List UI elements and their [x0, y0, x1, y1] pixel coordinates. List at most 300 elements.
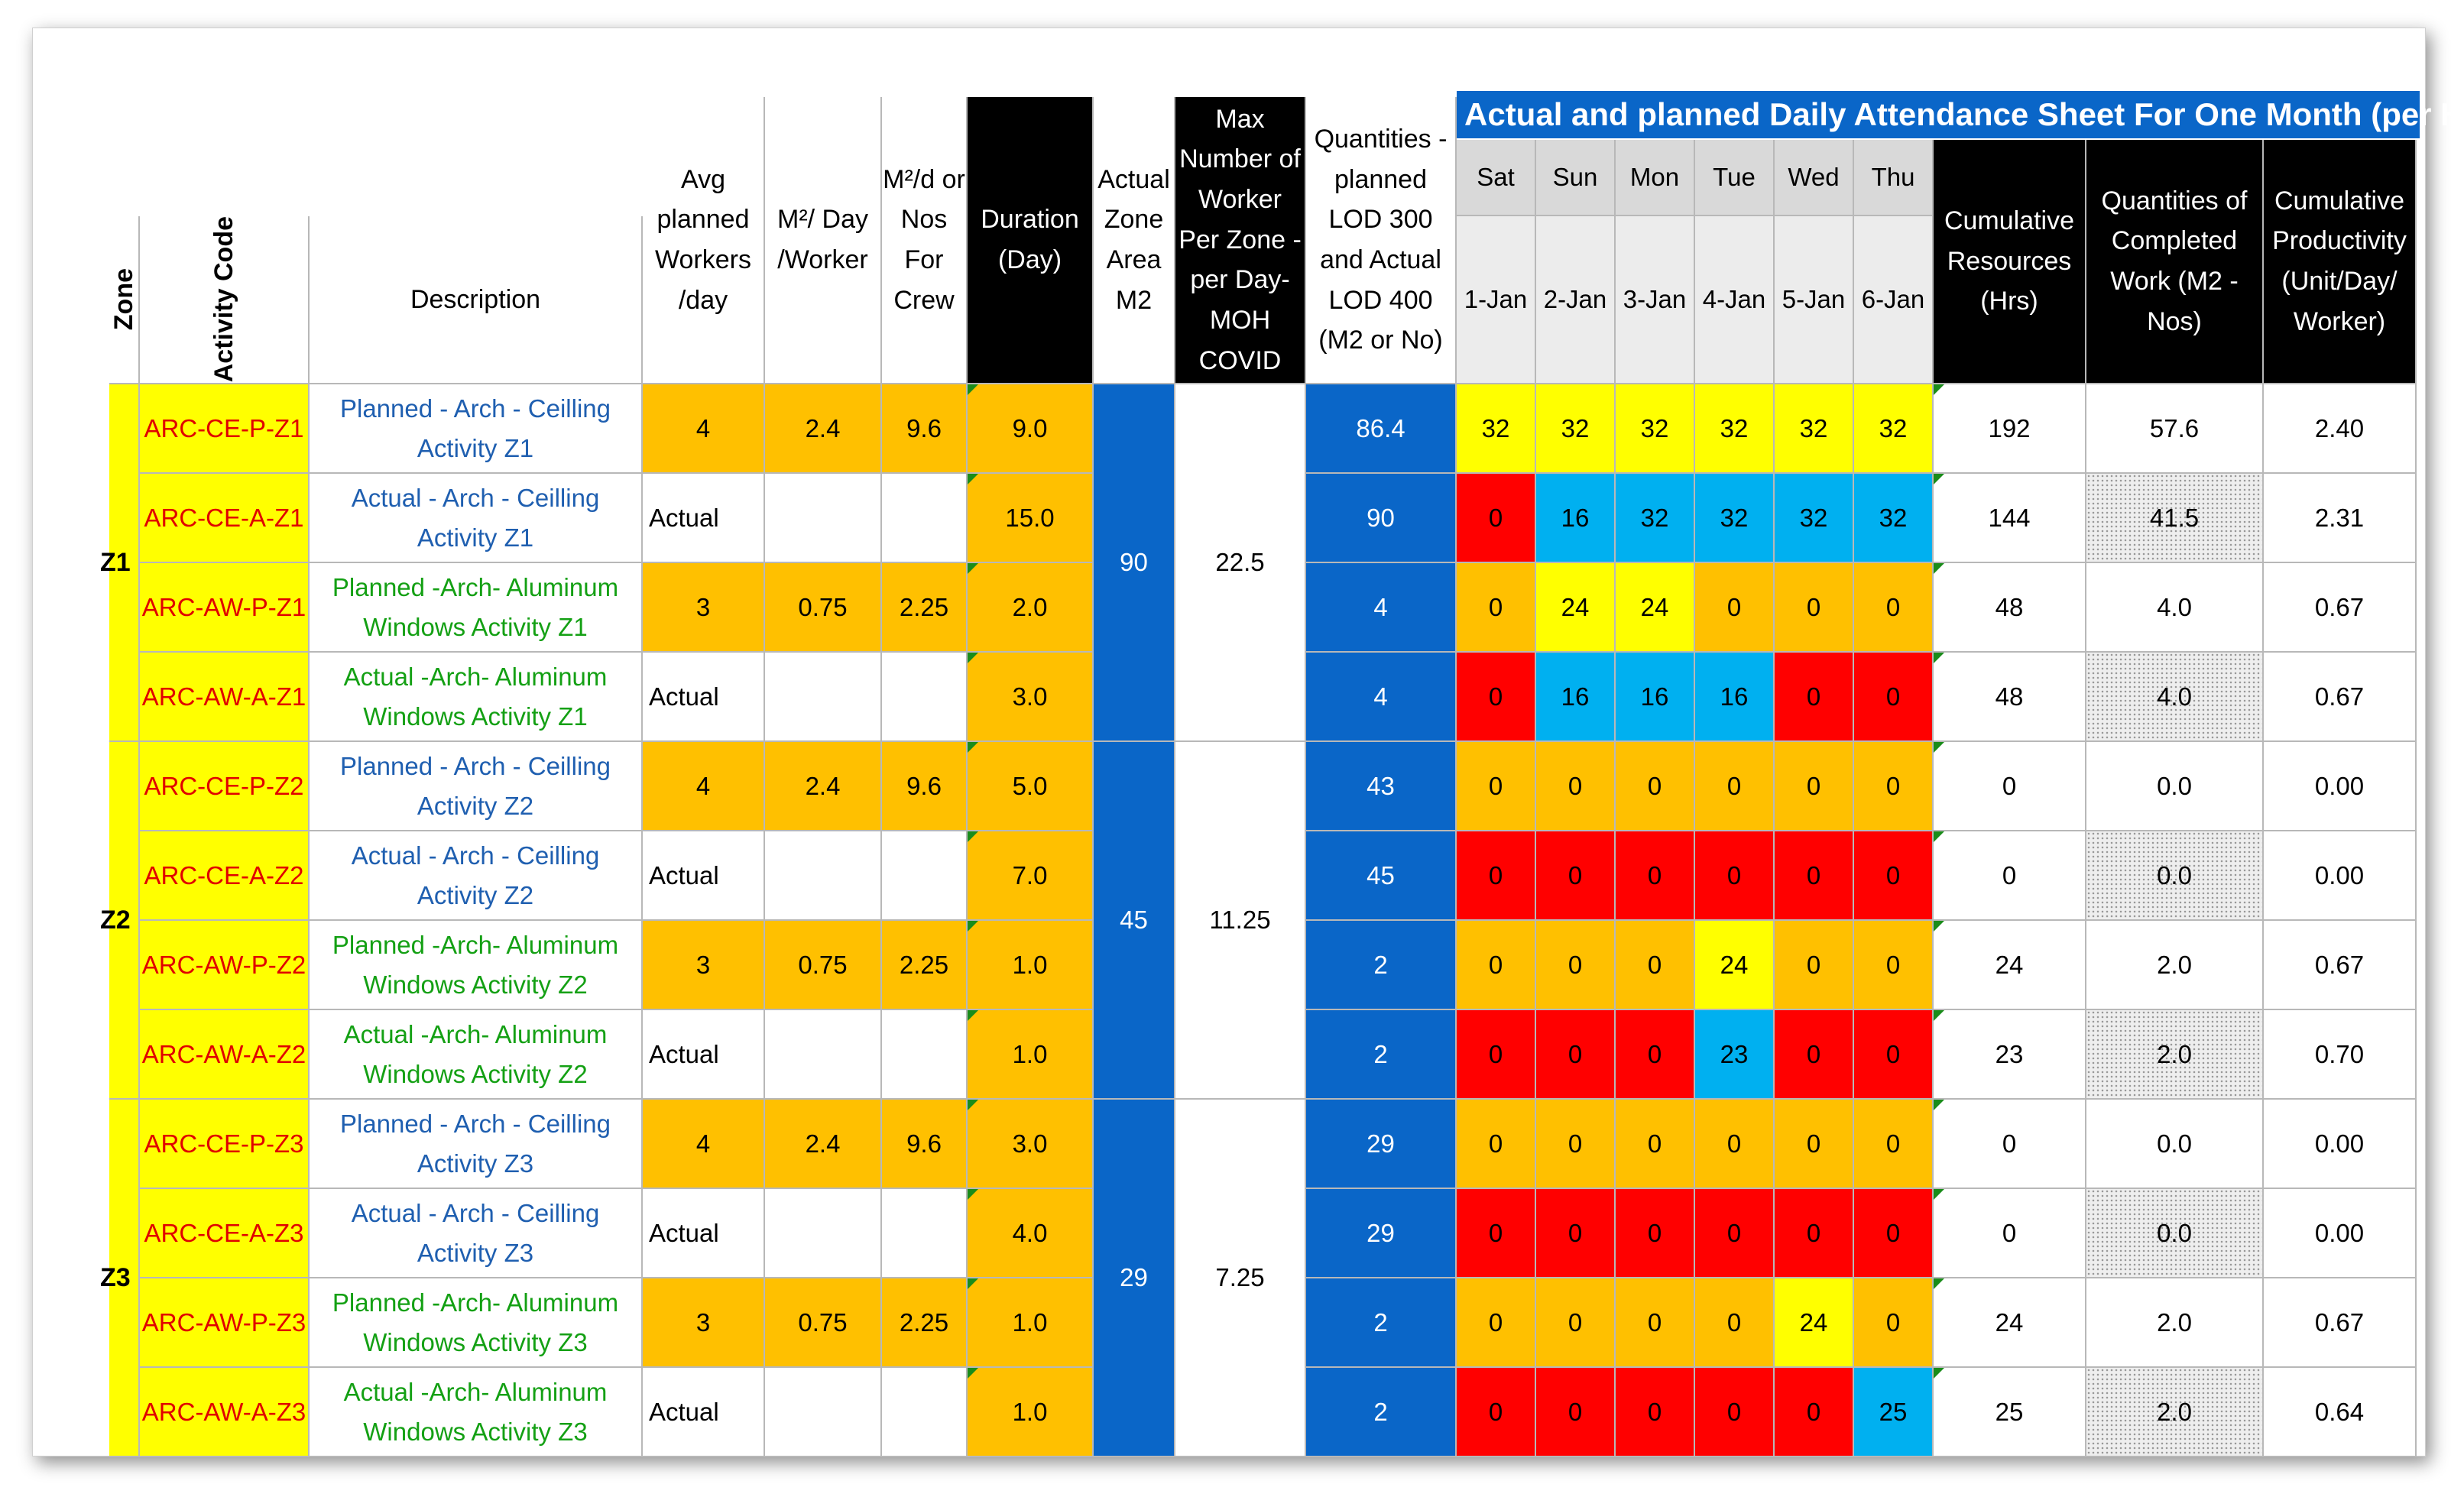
attendance-cell[interactable]	[1775, 563, 1854, 653]
quantity[interactable]	[1306, 831, 1457, 921]
attendance-cell-text: 0	[1806, 771, 1821, 800]
attendance-cell[interactable]	[1854, 563, 1934, 653]
quantities-completed[interactable]	[2086, 1100, 2264, 1189]
cumulative-resources[interactable]	[1934, 563, 2086, 653]
attendance-cell-text: 32	[1879, 503, 1908, 532]
attendance-cell[interactable]	[1616, 1010, 1695, 1100]
quantities-completed[interactable]	[2086, 831, 2264, 921]
attendance-cell[interactable]	[1854, 742, 1934, 831]
activity-description[interactable]	[310, 384, 643, 474]
activity-code[interactable]	[140, 384, 310, 474]
attendance-cell[interactable]	[1775, 742, 1854, 831]
cumulative-productivity[interactable]	[2264, 1100, 2417, 1189]
zone-max-workers	[1175, 384, 1306, 742]
comment-marker-icon	[1934, 384, 1944, 395]
attendance-cell[interactable]	[1695, 742, 1775, 831]
attendance-cell-text: 0	[1806, 592, 1821, 621]
quantities-completed-text: 41.5	[2149, 503, 2200, 532]
header-m2-crew	[882, 97, 968, 384]
attendance-cell[interactable]	[1775, 1010, 1854, 1100]
m2-day-worker[interactable]	[765, 1100, 882, 1189]
avg-workers-text: 4	[695, 1129, 711, 1158]
cumulative-resources[interactable]	[1934, 1100, 2086, 1189]
duration-text: 9.0	[1012, 413, 1048, 442]
cumulative-productivity[interactable]	[2264, 653, 2417, 742]
attendance-cell[interactable]	[1457, 1100, 1536, 1189]
quantities-completed[interactable]	[2086, 1189, 2264, 1278]
comment-marker-icon	[968, 653, 978, 663]
date-header-4-text: 5-Jan	[1782, 285, 1846, 314]
attendance-cell[interactable]	[1695, 384, 1775, 474]
comment-marker-icon	[968, 1100, 978, 1110]
m2-crew[interactable]	[882, 1368, 968, 1457]
cumulative-resources[interactable]	[1934, 1278, 2086, 1368]
avg-workers[interactable]	[643, 831, 765, 921]
attendance-cell[interactable]	[1695, 474, 1775, 563]
activity-description[interactable]	[310, 1010, 643, 1100]
avg-workers-text: Actual	[649, 682, 719, 711]
cumulative-productivity[interactable]	[2264, 474, 2417, 563]
duration[interactable]	[968, 474, 1094, 563]
quantities-completed[interactable]	[2086, 1010, 2264, 1100]
attendance-cell[interactable]	[1854, 1100, 1934, 1189]
avg-workers[interactable]	[643, 563, 765, 653]
header-zone-area	[1094, 97, 1175, 384]
header-zone-area-text: Actual Zone Area M2	[1097, 164, 1170, 315]
attendance-cell[interactable]	[1854, 653, 1934, 742]
avg-workers[interactable]	[643, 742, 765, 831]
m2-day-worker[interactable]	[765, 1368, 882, 1457]
comment-marker-icon	[1934, 474, 1944, 484]
duration[interactable]	[968, 563, 1094, 653]
attendance-cell-text: 25	[1879, 1397, 1908, 1426]
quantity[interactable]	[1306, 384, 1457, 474]
day-header-thu	[1854, 140, 1934, 216]
cumulative-productivity-text: 2.40	[2314, 413, 2365, 442]
activity-code-text: ARC-AW-P-Z2	[141, 950, 306, 979]
comment-marker-icon	[1934, 1368, 1944, 1379]
cumulative-resources[interactable]	[1934, 1368, 2086, 1457]
attendance-cell[interactable]	[1775, 653, 1854, 742]
cumulative-productivity[interactable]	[2264, 1278, 2417, 1368]
attendance-cell-text: 0	[1647, 860, 1662, 889]
attendance-cell[interactable]	[1854, 1189, 1934, 1278]
cumulative-productivity[interactable]	[2264, 921, 2417, 1010]
activity-code[interactable]	[140, 653, 310, 742]
m2-day-worker[interactable]	[765, 921, 882, 1010]
attendance-cell[interactable]	[1616, 563, 1695, 653]
duration-text: 3.0	[1012, 1129, 1048, 1158]
quantities-completed[interactable]	[2086, 1278, 2264, 1368]
attendance-cell[interactable]	[1695, 563, 1775, 653]
attendance-cell[interactable]	[1854, 1010, 1934, 1100]
activity-code-text: ARC-AW-P-Z3	[141, 1307, 306, 1337]
quantity[interactable]	[1306, 474, 1457, 563]
attendance-cell[interactable]	[1775, 384, 1854, 474]
attendance-cell[interactable]	[1695, 831, 1775, 921]
duration-text: 2.0	[1012, 592, 1048, 621]
zone-area-text: 45	[1120, 906, 1148, 935]
attendance-cell[interactable]	[1616, 831, 1695, 921]
attendance-cell[interactable]	[1775, 1278, 1854, 1368]
duration[interactable]	[968, 1100, 1094, 1189]
attendance-cell[interactable]	[1536, 742, 1616, 831]
quantities-completed[interactable]	[2086, 563, 2264, 653]
duration[interactable]	[968, 742, 1094, 831]
activity-code[interactable]	[140, 742, 310, 831]
attendance-cell-text: 0	[1726, 771, 1742, 800]
quantity-text: 2	[1373, 1307, 1388, 1337]
attendance-cell-text: 0	[1488, 1218, 1503, 1247]
activity-code[interactable]	[140, 1368, 310, 1457]
m2-day-worker[interactable]	[765, 474, 882, 563]
cumulative-productivity[interactable]	[2264, 1010, 2417, 1100]
attendance-cell-text: 32	[1640, 503, 1669, 532]
m2-crew[interactable]	[882, 1010, 968, 1100]
duration[interactable]	[968, 1278, 1094, 1368]
quantities-completed-text: 2.0	[2157, 1307, 2192, 1337]
activity-description-text: Actual -Arch- Aluminum Windows Activity Z1	[343, 663, 608, 731]
comment-marker-icon	[1934, 653, 1944, 663]
m2-crew[interactable]	[882, 474, 968, 563]
m2-crew[interactable]	[882, 831, 968, 921]
quantity[interactable]	[1306, 563, 1457, 653]
attendance-cell[interactable]	[1536, 1278, 1616, 1368]
quantity[interactable]	[1306, 1278, 1457, 1368]
attendance-cell[interactable]	[1457, 653, 1536, 742]
attendance-cell-text: 0	[1568, 1039, 1583, 1068]
quantity[interactable]	[1306, 742, 1457, 831]
attendance-cell-text: 24	[1561, 592, 1590, 621]
attendance-cell[interactable]	[1616, 474, 1695, 563]
attendance-cell[interactable]	[1854, 384, 1934, 474]
quantities-completed-text: 0.0	[2157, 771, 2192, 800]
cumulative-resources[interactable]	[1934, 742, 2086, 831]
cumulative-resources[interactable]	[1934, 921, 2086, 1010]
attendance-cell[interactable]	[1616, 653, 1695, 742]
header-duration-text: Duration (Day)	[981, 205, 1079, 274]
header-description	[310, 216, 643, 384]
m2-crew[interactable]	[882, 742, 968, 831]
attendance-cell[interactable]	[1536, 384, 1616, 474]
attendance-cell[interactable]	[1616, 1189, 1695, 1278]
comment-marker-icon	[968, 742, 978, 753]
activity-code[interactable]	[140, 921, 310, 1010]
attendance-cell[interactable]	[1457, 921, 1536, 1010]
attendance-cell[interactable]	[1695, 653, 1775, 742]
attendance-cell-text: 0	[1568, 860, 1583, 889]
attendance-cell[interactable]	[1616, 384, 1695, 474]
m2-crew[interactable]	[882, 1189, 968, 1278]
cumulative-resources-text: 0	[2002, 1129, 2017, 1158]
attendance-cell[interactable]	[1457, 831, 1536, 921]
quantities-completed[interactable]	[2086, 384, 2264, 474]
zone-area-text: 29	[1120, 1263, 1148, 1292]
attendance-cell[interactable]	[1854, 831, 1934, 921]
attendance-cell[interactable]	[1854, 921, 1934, 1010]
activity-description-text: Actual - Arch - Ceilling Activity Z1	[351, 484, 600, 552]
m2-crew[interactable]	[882, 1278, 968, 1368]
cumulative-productivity-text: 0.64	[2314, 1397, 2365, 1426]
attendance-cell-text: 0	[1726, 592, 1742, 621]
attendance-cell[interactable]	[1536, 1189, 1616, 1278]
quantity[interactable]	[1306, 1100, 1457, 1189]
cumulative-resources[interactable]	[1934, 474, 2086, 563]
avg-workers[interactable]	[643, 1010, 765, 1100]
attendance-cell[interactable]	[1457, 1010, 1536, 1100]
m2-crew[interactable]	[882, 653, 968, 742]
comment-marker-icon	[968, 1189, 978, 1200]
avg-workers[interactable]	[643, 474, 765, 563]
attendance-cell[interactable]	[1775, 1189, 1854, 1278]
header-quantities	[1306, 97, 1457, 384]
quantity[interactable]	[1306, 1010, 1457, 1100]
cumulative-productivity[interactable]	[2264, 831, 2417, 921]
activity-description[interactable]	[310, 653, 643, 742]
attendance-cell[interactable]	[1695, 921, 1775, 1010]
date-header-5	[1854, 216, 1934, 384]
cumulative-resources-text: 0	[2002, 771, 2017, 800]
quantity-text: 29	[1367, 1218, 1395, 1247]
quantities-completed[interactable]	[2086, 1368, 2264, 1457]
attendance-cell[interactable]	[1536, 474, 1616, 563]
activity-description[interactable]	[310, 742, 643, 831]
attendance-cell[interactable]	[1616, 1278, 1695, 1368]
quantities-completed[interactable]	[2086, 653, 2264, 742]
day-header-wed-text: Wed	[1788, 163, 1840, 192]
attendance-cell[interactable]	[1775, 474, 1854, 563]
m2-crew-text: 9.6	[906, 771, 942, 800]
activity-description[interactable]	[310, 1368, 643, 1457]
cumulative-resources-text: 24	[1995, 950, 2024, 979]
avg-workers-text: Actual	[649, 503, 719, 532]
attendance-cell-text: 0	[1806, 950, 1821, 979]
header-max-workers-text: Max Number of Worker Per Zone - per Day- MOH COVID	[1179, 104, 1302, 375]
duration[interactable]	[968, 1368, 1094, 1457]
duration[interactable]	[968, 384, 1094, 474]
attendance-cell[interactable]	[1616, 742, 1695, 831]
quantity-text: 86.4	[1356, 413, 1405, 442]
m2-crew[interactable]	[882, 1100, 968, 1189]
duration[interactable]	[968, 1189, 1094, 1278]
m2-crew-text: 9.6	[906, 413, 942, 442]
duration[interactable]	[968, 831, 1094, 921]
attendance-cell-text: 24	[1720, 950, 1749, 979]
attendance-cell[interactable]	[1854, 1368, 1934, 1457]
duration[interactable]	[968, 921, 1094, 1010]
attendance-cell[interactable]	[1536, 1010, 1616, 1100]
attendance-cell-text: 0	[1568, 950, 1583, 979]
avg-workers[interactable]	[643, 653, 765, 742]
header-description-text: Description	[410, 284, 541, 314]
attendance-cell[interactable]	[1695, 1189, 1775, 1278]
quantities-completed[interactable]	[2086, 921, 2264, 1010]
zone-label-z3-text: Z3	[100, 1262, 131, 1292]
quantities-completed[interactable]	[2086, 474, 2264, 563]
activity-code[interactable]	[140, 563, 310, 653]
attendance-cell-text: 0	[1726, 860, 1742, 889]
attendance-cell[interactable]	[1536, 563, 1616, 653]
cumulative-resources[interactable]	[1934, 831, 2086, 921]
quantities-completed-text: 0.0	[2157, 1129, 2192, 1158]
zone-label-z1-text: Z1	[100, 547, 131, 577]
cumulative-resources-text: 192	[1988, 413, 2031, 442]
m2-day-worker[interactable]	[765, 1278, 882, 1368]
cumulative-resources[interactable]	[1934, 1010, 2086, 1100]
quantity[interactable]	[1306, 1368, 1457, 1457]
activity-code-text: ARC-CE-P-Z3	[144, 1129, 304, 1158]
attendance-cell[interactable]	[1457, 1278, 1536, 1368]
attendance-cell[interactable]	[1457, 742, 1536, 831]
attendance-cell-text: 0	[1885, 860, 1901, 889]
attendance-cell-text: 0	[1647, 1039, 1662, 1068]
m2-day-worker[interactable]	[765, 653, 882, 742]
activity-description[interactable]	[310, 474, 643, 563]
attendance-cell-text: 0	[1488, 1307, 1503, 1337]
cumulative-resources-text: 48	[1995, 682, 2024, 711]
activity-code[interactable]	[140, 1278, 310, 1368]
activity-code-text: ARC-AW-A-Z1	[141, 682, 306, 711]
day-header-thu-text: Thu	[1871, 163, 1915, 192]
attendance-cell[interactable]	[1775, 831, 1854, 921]
activity-description[interactable]	[310, 1189, 643, 1278]
avg-workers[interactable]	[643, 1100, 765, 1189]
activity-description[interactable]	[310, 1278, 643, 1368]
attendance-cell-text: 23	[1720, 1039, 1749, 1068]
duration[interactable]	[968, 1010, 1094, 1100]
cumulative-productivity-text: 0.67	[2314, 592, 2365, 621]
quantities-completed-text: 2.0	[2157, 950, 2192, 979]
activity-code[interactable]	[140, 1010, 310, 1100]
m2-crew[interactable]	[882, 384, 968, 474]
quantity[interactable]	[1306, 1189, 1457, 1278]
attendance-cell[interactable]	[1536, 1368, 1616, 1457]
attendance-cell[interactable]	[1695, 1368, 1775, 1457]
attendance-cell[interactable]	[1775, 1368, 1854, 1457]
attendance-cell[interactable]	[1457, 384, 1536, 474]
avg-workers[interactable]	[643, 921, 765, 1010]
avg-workers[interactable]	[643, 1368, 765, 1457]
header-cumulative-productivity-text: Cumulative Productivity (Unit/Day/ Worker)	[2272, 186, 2407, 336]
activity-description[interactable]	[310, 563, 643, 653]
cumulative-resources[interactable]	[1934, 1189, 2086, 1278]
activity-code[interactable]	[140, 1189, 310, 1278]
cumulative-productivity[interactable]	[2264, 1189, 2417, 1278]
activity-description[interactable]	[310, 921, 643, 1010]
header-activity-code	[140, 216, 310, 384]
m2-crew[interactable]	[882, 563, 968, 653]
m2-crew[interactable]	[882, 921, 968, 1010]
avg-workers-text: 4	[695, 413, 711, 442]
duration[interactable]	[968, 653, 1094, 742]
activity-description[interactable]	[310, 831, 643, 921]
activity-description-text: Planned -Arch- Aluminum Windows Activity Z1	[332, 573, 619, 641]
avg-workers[interactable]	[643, 384, 765, 474]
attendance-cell-text: 0	[1568, 1307, 1583, 1337]
comment-marker-icon	[1934, 1189, 1944, 1200]
cumulative-productivity[interactable]	[2264, 1368, 2417, 1457]
m2-day-worker[interactable]	[765, 831, 882, 921]
header-duration	[968, 97, 1094, 384]
duration-text: 1.0	[1012, 1397, 1048, 1426]
attendance-cell-text: 0	[1885, 1129, 1901, 1158]
attendance-cell[interactable]	[1695, 1278, 1775, 1368]
m2-day-worker-text: 0.75	[798, 1307, 848, 1337]
zone-label-z2	[100, 742, 140, 1100]
m2-day-worker[interactable]	[765, 563, 882, 653]
day-header-sun-text: Sun	[1552, 163, 1598, 192]
quantities-completed-text: 0.0	[2157, 860, 2192, 889]
attendance-cell[interactable]	[1536, 653, 1616, 742]
cumulative-productivity[interactable]	[2264, 563, 2417, 653]
attendance-cell-text: 0	[1647, 771, 1662, 800]
day-header-sat	[1457, 140, 1536, 216]
attendance-cell-text: 0	[1647, 1129, 1662, 1158]
activity-description-text: Planned -Arch- Aluminum Windows Activity Z2	[332, 931, 619, 999]
zone-max-workers	[1175, 742, 1306, 1100]
duration-text: 1.0	[1012, 1039, 1048, 1068]
activity-code[interactable]	[140, 474, 310, 563]
activity-code[interactable]	[140, 1100, 310, 1189]
date-header-2-text: 3-Jan	[1623, 285, 1687, 314]
duration-text: 7.0	[1012, 860, 1048, 889]
attendance-cell-text: 0	[1885, 1307, 1901, 1337]
avg-workers[interactable]	[643, 1278, 765, 1368]
avg-workers-text: Actual	[649, 1218, 719, 1247]
attendance-cell[interactable]	[1695, 1010, 1775, 1100]
cumulative-resources[interactable]	[1934, 653, 2086, 742]
quantity[interactable]	[1306, 921, 1457, 1010]
quantities-completed[interactable]	[2086, 742, 2264, 831]
attendance-cell[interactable]	[1854, 474, 1934, 563]
attendance-cell[interactable]	[1536, 921, 1616, 1010]
attendance-cell[interactable]	[1457, 1189, 1536, 1278]
attendance-cell-text: 0	[1885, 592, 1901, 621]
quantity[interactable]	[1306, 653, 1457, 742]
m2-day-worker[interactable]	[765, 742, 882, 831]
attendance-cell[interactable]	[1854, 1278, 1934, 1368]
attendance-cell[interactable]	[1457, 1368, 1536, 1457]
cumulative-productivity[interactable]	[2264, 384, 2417, 474]
duration-text: 15.0	[1005, 503, 1055, 532]
attendance-cell[interactable]	[1616, 1368, 1695, 1457]
zone-label-z3	[100, 1100, 140, 1457]
m2-day-worker[interactable]	[765, 1010, 882, 1100]
attendance-cell[interactable]	[1457, 563, 1536, 653]
cumulative-resources[interactable]	[1934, 384, 2086, 474]
attendance-cell[interactable]	[1775, 1100, 1854, 1189]
cumulative-productivity[interactable]	[2264, 742, 2417, 831]
date-header-1	[1536, 216, 1616, 384]
activity-code[interactable]	[140, 831, 310, 921]
attendance-cell[interactable]	[1536, 1100, 1616, 1189]
m2-day-worker[interactable]	[765, 384, 882, 474]
attendance-cell[interactable]	[1457, 474, 1536, 563]
attendance-cell[interactable]	[1775, 921, 1854, 1010]
attendance-cell[interactable]	[1616, 1100, 1695, 1189]
activity-code-text: ARC-CE-P-Z1	[144, 413, 304, 442]
m2-day-worker[interactable]	[765, 1189, 882, 1278]
zone-max-workers-text: 7.25	[1215, 1263, 1265, 1292]
attendance-cell[interactable]	[1695, 1100, 1775, 1189]
date-header-0	[1457, 216, 1536, 384]
spreadsheet-grid[interactable]	[100, 96, 2464, 1446]
activity-description[interactable]	[310, 1100, 643, 1189]
activity-code-text: ARC-AW-A-Z3	[141, 1397, 306, 1426]
attendance-cell[interactable]	[1536, 831, 1616, 921]
avg-workers[interactable]	[643, 1189, 765, 1278]
attendance-cell[interactable]	[1616, 921, 1695, 1010]
